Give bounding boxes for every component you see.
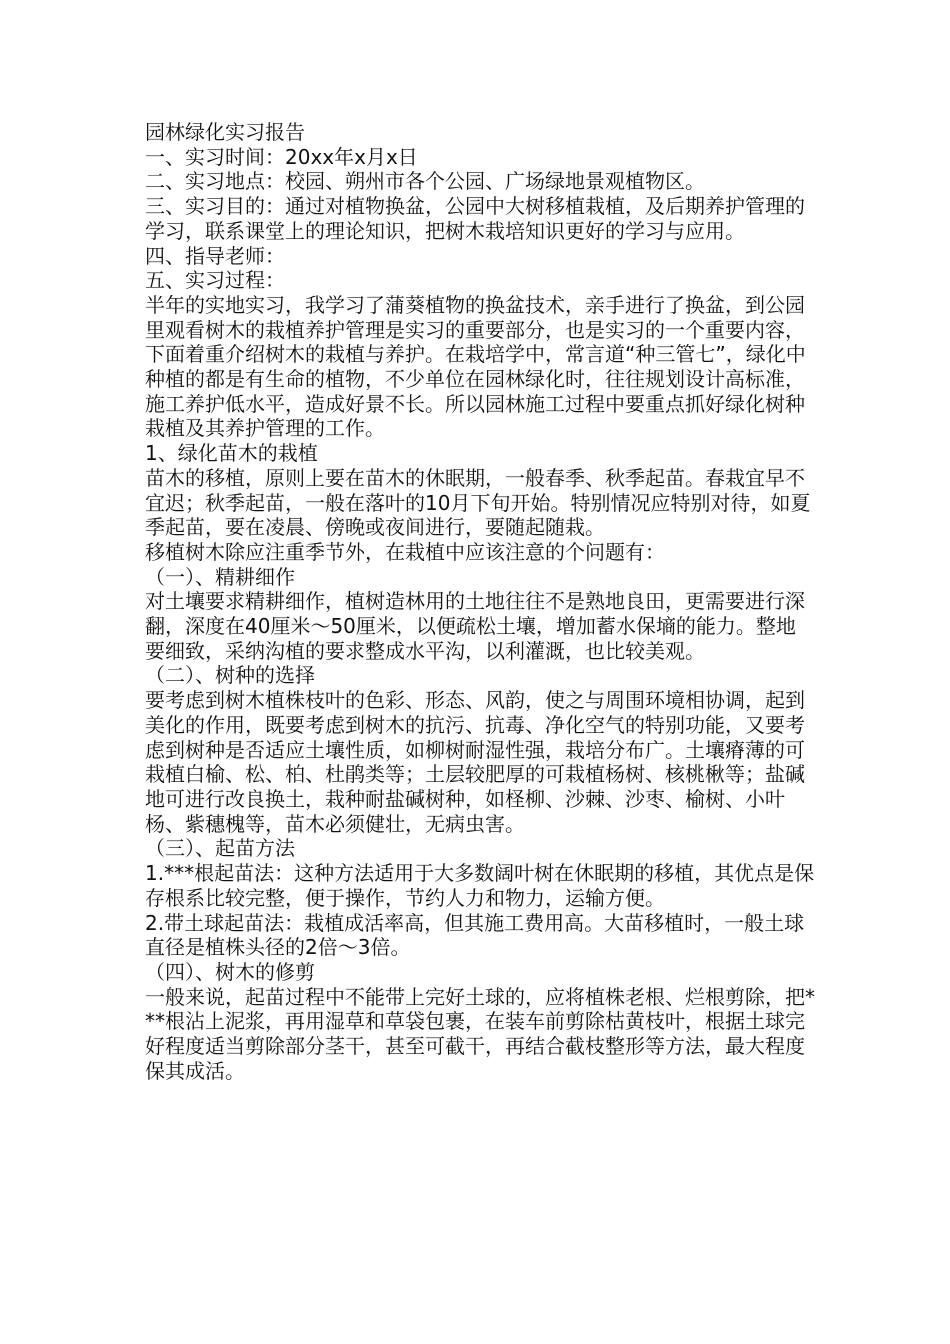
planting-issues-intro: 移植树木除应注重季节外，在栽植中应该注意的个问题有： — [145, 539, 665, 564]
process-intro-paragraph: 半年的实地实习，我学习了蒲葵植物的换盆技术，亲手进行了换盆，到公园里观看树木的栽植养护管理是实习的重要部分，也是实习的一个重要内容，下面着重介绍树木的栽植与养护。在栽培学中，常言道“种三管七”，绿化中种植的都是有生命的植物，不少单位在园林绿化时，往往规划设计高标准，施工养护低水平，造成好景不长。所以园林施工过程中要重点抓好绿化树种栽植及其养护管理的工作。 — [145, 292, 806, 441]
planting-paragraph: 苗木的移植，原则上要在苗木的休眠期，一般春季、秋季起苗。春栽宜早不宜迟；秋季起苗，一般在落叶的10月下旬开始。特别情况应特别对待，如夏季起苗，要在凌晨、傍晚或夜间进行，要随起随栽。 — [145, 465, 811, 540]
species-paragraph: 要考虑到树木植株枝叶的色彩、形态、风韵，使之与周围环境相协调，起到美化的作用，既要考虑到树木的抗污、抗毒、净化空气的特别功能，又要考虑到树种是否适应土壤性质，如柳树耐湿性强，栽培分布广。土壤瘠薄的可栽植白榆、松、柏、杜鹃类等；土层较肥厚的可栽植杨树、核桃楸等；盐碱地可进行改良换土，栽种耐盐碱树种，如柽柳、沙棘、沙枣、榆树、小叶杨、紫穗槐等，苗木必须健壮，无病虫害。 — [145, 688, 805, 836]
tillage-paragraph: 对土壤要求精耕细作，植树造林用的土地往往不是熟地良田，更需要进行深翻，深度在40厘米～50厘米，以便疏松土壤，增加蓄水保墒的能力。整地要细致，采纳沟植的要求整成水平沟，以利灌溉，也比较美观。 — [145, 589, 805, 663]
subheading-lifting: （三）、起苗方法 — [145, 836, 295, 861]
section-purpose: 三、实习目的：通过对植物换盆，公园中大树移植栽植，及后期养护管理的学习，联系课堂上的理论知识，把树木栽培知识更好的学习与应用。 — [145, 194, 805, 243]
subheading-tillage: （一）、精耕细作 — [145, 564, 295, 589]
section-process: 五、实习过程： — [145, 268, 285, 293]
subheading-species: （二）、树种的选择 — [145, 663, 315, 688]
lifting-method-2: 2.带土球起苗法：栽植成活率高，但其施工费用高。大苗移植时，一般土球直径是植株头径的2倍～3倍。 — [145, 910, 805, 960]
section-location: 二、实习地点：校园、朔州市各个公园、广场绿地景观植物区。 — [145, 169, 705, 194]
document-page — [145, 120, 815, 1083]
subheading-pruning: （四）、树木的修剪 — [145, 959, 315, 984]
section-instructor: 四、指导老师： — [145, 243, 285, 268]
document-title: 园林绿化实习报告 — [145, 120, 305, 144]
section-time: 一、实习时间：20xx年x月x日 — [145, 144, 418, 169]
pruning-paragraph: 一般来说，起苗过程中不能带上完好土球的，应将植株老根、烂根剪除，把***根沾上泥浆，再用湿草和草袋包裹，在装车前剪除枯黄枝叶，根据土球完好程度适当剪除部分茎干，甚至可截干，再结合截枝整形等方法，最大程度保其成活。 — [145, 984, 815, 1083]
heading-planting: 1、绿化苗木的栽植 — [145, 441, 318, 466]
lifting-method-1: 1.***根起苗法：这种方法适用于大多数阔叶树在休眠期的移植，其优点是保存根系比较完整，便于操作，节约人力和物力，运输方便。 — [145, 861, 815, 910]
